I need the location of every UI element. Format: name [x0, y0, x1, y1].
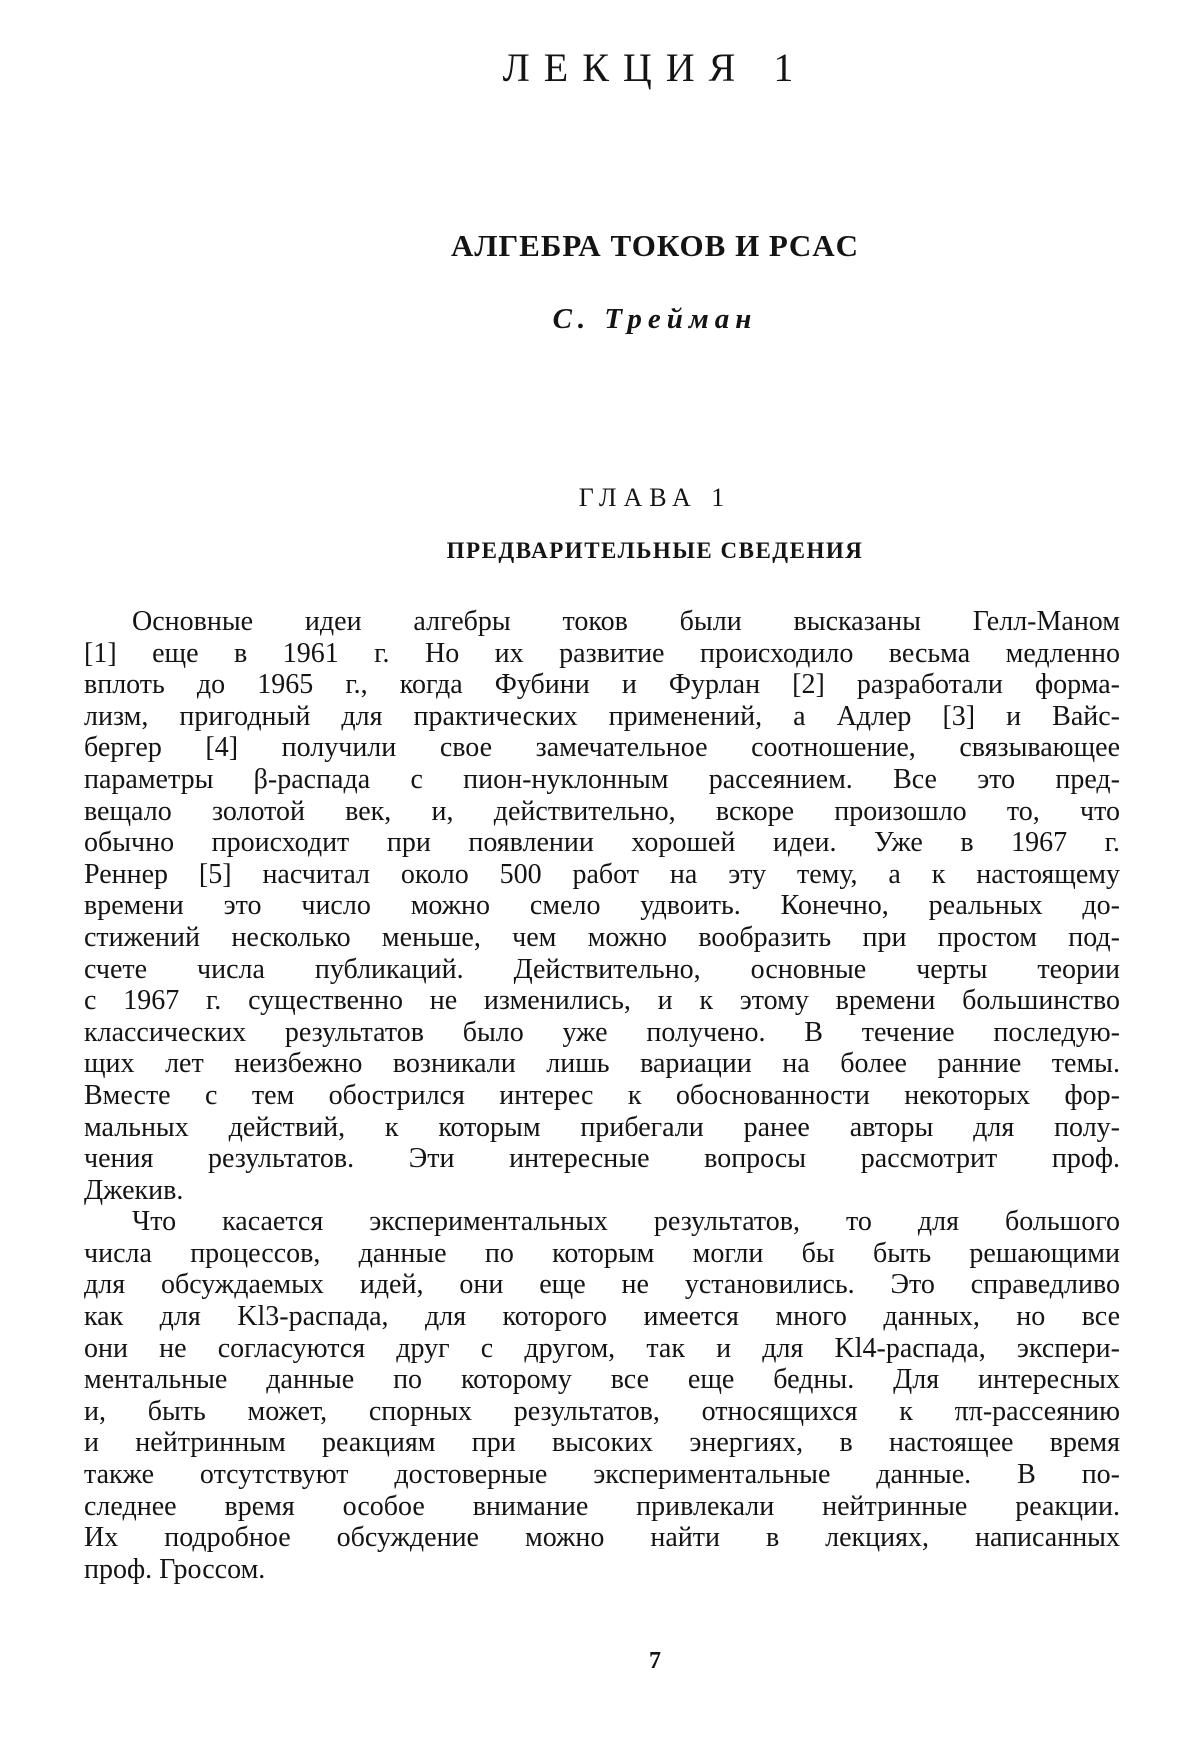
text-line: вплоть до 1965 г., когда Фубини и Фурлан [2] разработали форма-: [84, 669, 1120, 701]
text-line: бергер [4] получили свое замечательное соотношение, связывающее: [84, 732, 1120, 764]
text-line: стижений несколько меньше, чем можно вообразить при простом под-: [84, 921, 1120, 953]
text-line: числа процессов, данные по которым могли бы быть решающими: [84, 1237, 1120, 1269]
page-number: 7: [649, 1648, 661, 1674]
text-line: Основные идеи алгебры токов были высказаны Гелл-Маном: [132, 606, 1120, 637]
text-line: следнее время особое внимание привлекали нейтринные реакции.: [84, 1490, 1120, 1522]
paragraph-1: [84, 606, 1120, 1206]
text-line: они не согласуются друг с другом, так и для Kl4-распада, экспери-: [84, 1332, 1120, 1364]
text-line: чения результатов. Эти интересные вопросы рассмотрит проф.: [84, 1143, 1120, 1175]
text-line: Что касается экспериментальных результатов, то для большого: [132, 1206, 1120, 1238]
text-line: Их подробное обсуждение можно найти в лекциях, написанных: [84, 1522, 1120, 1554]
text-line: классических результатов было уже получено. В течение последую-: [84, 1016, 1120, 1048]
paragraph-2: [84, 1206, 1120, 1585]
text-line: ментальные данные по которому все еще бедны. Для интересных: [84, 1364, 1120, 1396]
author-name: С. Трейман: [552, 303, 758, 335]
article-title: АЛГЕБРА ТОКОВ И PCAC: [450, 228, 860, 263]
text-line: времени это число можно смело удвоить. Конечно, реальных до-: [84, 890, 1120, 922]
text-line: как для Kl3-распада, для которого имеется много данных, но все: [84, 1301, 1120, 1333]
text-line: Джекив.: [84, 1174, 184, 1206]
text-line: Реннер [5] насчитал около 500 работ на эту тему, а к настоящему: [84, 858, 1120, 890]
body-text: [84, 606, 1120, 1585]
text-line: вещало золотой век, и, действительно, вскоре произошло то, что: [84, 795, 1120, 827]
chapter-heading: ГЛАВА 1: [578, 483, 732, 512]
text-line: Вместе с тем обострился интерес к обоснованности некоторых фор-: [84, 1079, 1120, 1111]
text-line: и нейтринным реакциям при высоких энергиях, в настоящее время: [84, 1427, 1120, 1459]
chapter-title: ПРЕДВАРИТЕЛЬНЫЕ СВЕДЕНИЯ: [446, 538, 864, 563]
text-line: обычно происходит при появлении хорошей идеи. Уже в 1967 г.: [84, 827, 1120, 859]
text-line: лизм, пригодный для практических применений, а Адлер [3] и Вайс-: [84, 700, 1120, 732]
text-line: с 1967 г. существенно не изменились, и к этому времени большинство: [84, 985, 1120, 1017]
text-line: и, быть может, спорных результатов, относящихся к ππ-рассеянию: [84, 1395, 1120, 1427]
text-line: [1] еще в 1961 г. Но их развитие происходило весьма медленно: [84, 637, 1120, 669]
text-line: параметры β-распада с пион-нуклонным рассеянием. Все это пред-: [84, 763, 1120, 795]
text-line: проф. Гроссом.: [84, 1553, 266, 1585]
text-line: мальных действий, к которым прибегали ранее авторы для полу-: [84, 1111, 1120, 1143]
text-line: счете числа публикаций. Действительно, основные черты теории: [84, 953, 1120, 985]
text-line: также отсутствуют достоверные экспериментальные данные. В по-: [84, 1459, 1120, 1491]
text-line: для обсуждаемых идей, они еще не установились. Это справедливо: [84, 1269, 1120, 1301]
lecture-heading: ЛЕКЦИЯ 1: [502, 45, 808, 90]
text-line: щих лет неизбежно возникали лишь вариации на более ранние темы.: [84, 1048, 1120, 1080]
